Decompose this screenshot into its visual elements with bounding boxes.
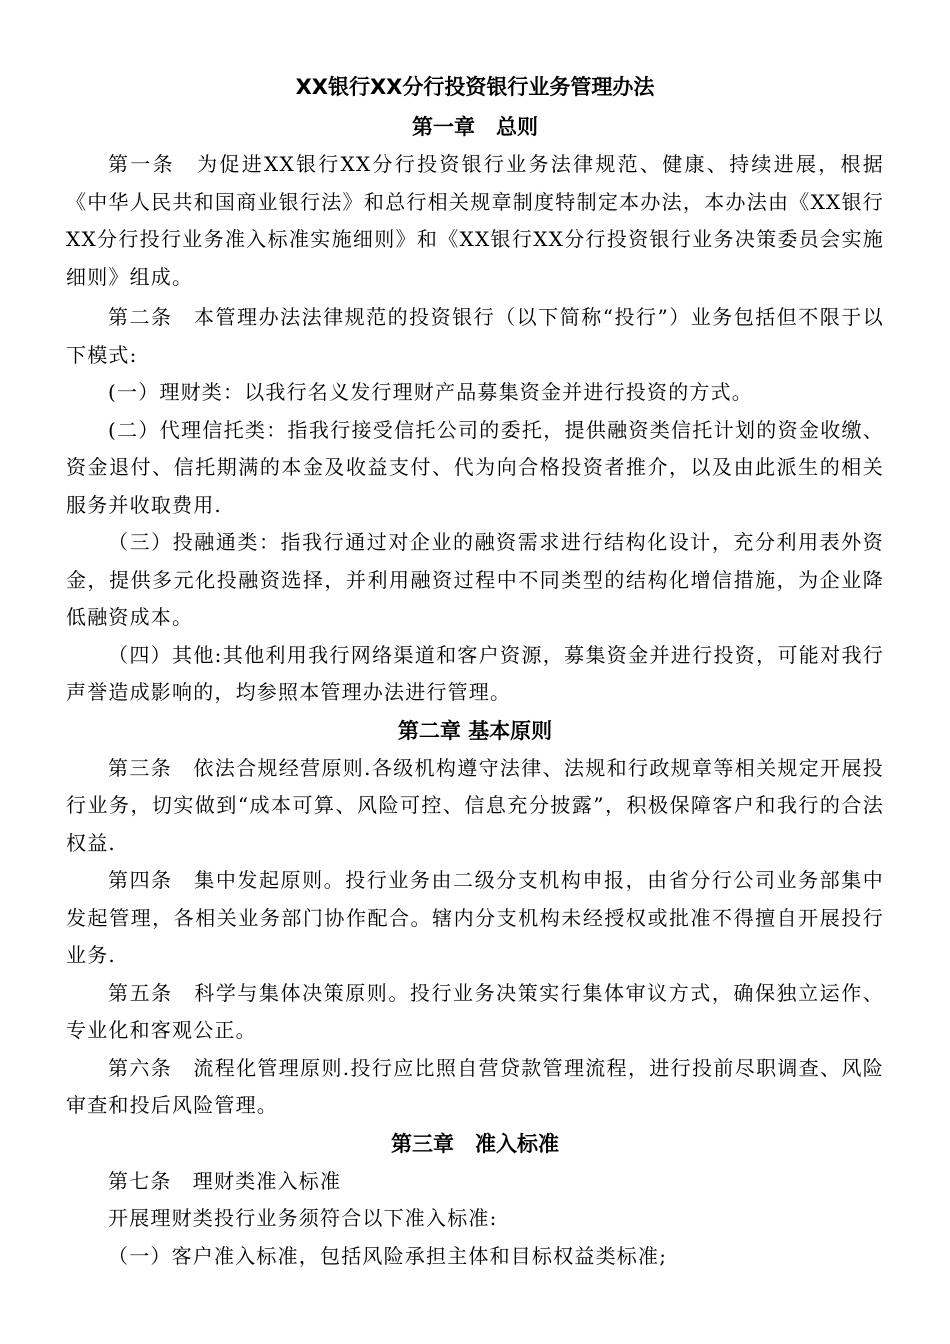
article-2-item-4: （四）其他:其他利用我行网络渠道和客户资源，募集资金并进行投资，可能对我行声誉造成影响的，均参照本管理办法进行管理。 — [66, 642, 884, 704]
chapter-1-heading: 第一章 总则 — [412, 115, 538, 139]
article-7-intro: 开展理财类投行业务须符合以下准入标准: — [108, 1206, 498, 1230]
article-1: 第一条 为促进XX银行XX分行投资银行业务法律规范、健康、持续进展，根据《中华人民共和国商业银行法》和总行相关规章制度特制定本办法，本办法由《XX银行XX分行投行业务准入标准实施细则》和《XX银行XX分行投资银行业务决策委员会实施细则》组成。 — [66, 152, 884, 289]
article-7-item-1: （一）客户准入标准，包括风险承担主体和目标权益类标准; — [108, 1243, 668, 1268]
chapter-3-heading: 第三章 准入标准 — [391, 1131, 559, 1156]
article-2-item-3: （三）投融通类：指我行通过对企业的融资需求进行结构化设计，充分利用表外资金，提供多元化投融资选择，并利用融资过程中不同类型的结构化增信措施，为企业降低融资成本。 — [66, 530, 884, 629]
article-2-item-1: (一）理财类：以我行名义发行理财产品募集资金并进行投资的方式。 — [108, 380, 754, 404]
article-4: 第四条 集中发起原则。投行业务由二级分支机构申报，由省分行公司业务部集中发起管理，各相关业务部门协作配合。辖内分支机构未经授权或批准不得擅自开展投行业务. — [66, 868, 884, 967]
article-7: 第七条 理财类准入标准 — [108, 1168, 342, 1193]
chapter-2-heading: 第二章 基本原则 — [397, 718, 553, 743]
document-title: XX银行XX分行投资银行业务管理办法 — [295, 75, 655, 99]
article-2: 第二条 本管理办法法律规范的投资银行（以下简称“投行”）业务包括但不限于以下模式: — [66, 305, 884, 367]
article-6: 第六条 流程化管理原则.投行应比照自营贷款管理流程，进行投前尽职调查、风险审查和投后风险管理。 — [66, 1055, 884, 1117]
document-page — [66, 66, 884, 1275]
article-3: 第三条 依法合规经营原则.各级机构遵守法律、法规和行政规章等相关规定开展投行业务，切实做到“成本可算、风险可控、信息充分披露”，积极保障客户和我行的合法权益. — [66, 755, 884, 855]
article-5: 第五条 科学与集体决策原则。投行业务决策实行集体审议方式，确保独立运作、专业化和客观公正。 — [66, 980, 884, 1042]
article-2-item-2: (二）代理信托类：指我行接受信托公司的委托，提供融资类信托计划的资金收缴、资金退付、信托期满的本金及收益支付、代为向合格投资者推介，以及由此派生的相关服务并收取费用. — [66, 417, 884, 517]
